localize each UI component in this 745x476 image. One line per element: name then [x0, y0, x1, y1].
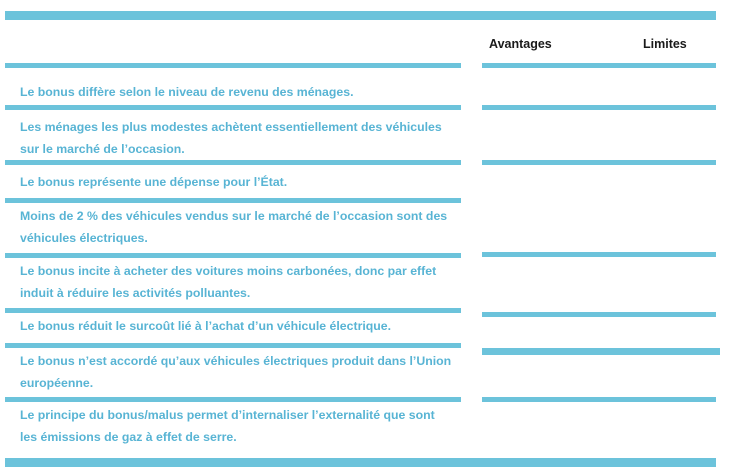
left-rule-3	[5, 160, 461, 165]
right-rule-6	[482, 348, 720, 355]
left-rule-8	[5, 397, 461, 402]
statement-3: Le bonus représente une dépense pour l’État.	[20, 175, 288, 189]
left-rule-2	[5, 105, 461, 110]
table-top-rule	[5, 11, 716, 20]
statement-5: Le bonus incite à acheter des voitures moins carbonées, donc par effet induit à réduire les activités polluantes.	[20, 264, 437, 300]
statement-1: Le bonus diffère selon le niveau de revenu des ménages.	[20, 85, 354, 99]
statement-7: Le bonus n’est accordé qu’aux véhicules électriques produit dans l’Union européenne.	[20, 354, 452, 390]
table-bottom-rule	[5, 458, 716, 467]
right-rule-4	[482, 252, 716, 257]
right-rule-5	[482, 312, 716, 317]
right-rule-1	[482, 63, 716, 68]
left-rule-1	[5, 63, 461, 68]
left-rule-5	[5, 253, 461, 258]
right-rule-3	[482, 160, 716, 165]
header-limites: Limites	[643, 37, 687, 51]
statement-4: Moins de 2 % des véhicules vendus sur le marché de l’occasion sont des véhicules électriques.	[20, 209, 448, 245]
statement-6: Le bonus réduit le surcoût lié à l’achat d’un véhicule électrique.	[20, 319, 392, 333]
left-rule-4	[5, 198, 461, 203]
left-rule-6	[5, 308, 461, 313]
right-rule-2	[482, 105, 716, 110]
header-avantages: Avantages	[489, 37, 552, 51]
statement-8: Le principe du bonus/malus permet d’internaliser l’externalité que sont les émissions de gaz à effet de serre.	[20, 408, 435, 444]
statement-2: Les ménages les plus modestes achètent essentiellement des véhicules sur le marché de l’occasion.	[20, 120, 442, 156]
left-rule-7	[5, 343, 461, 348]
right-rule-7	[482, 397, 716, 402]
